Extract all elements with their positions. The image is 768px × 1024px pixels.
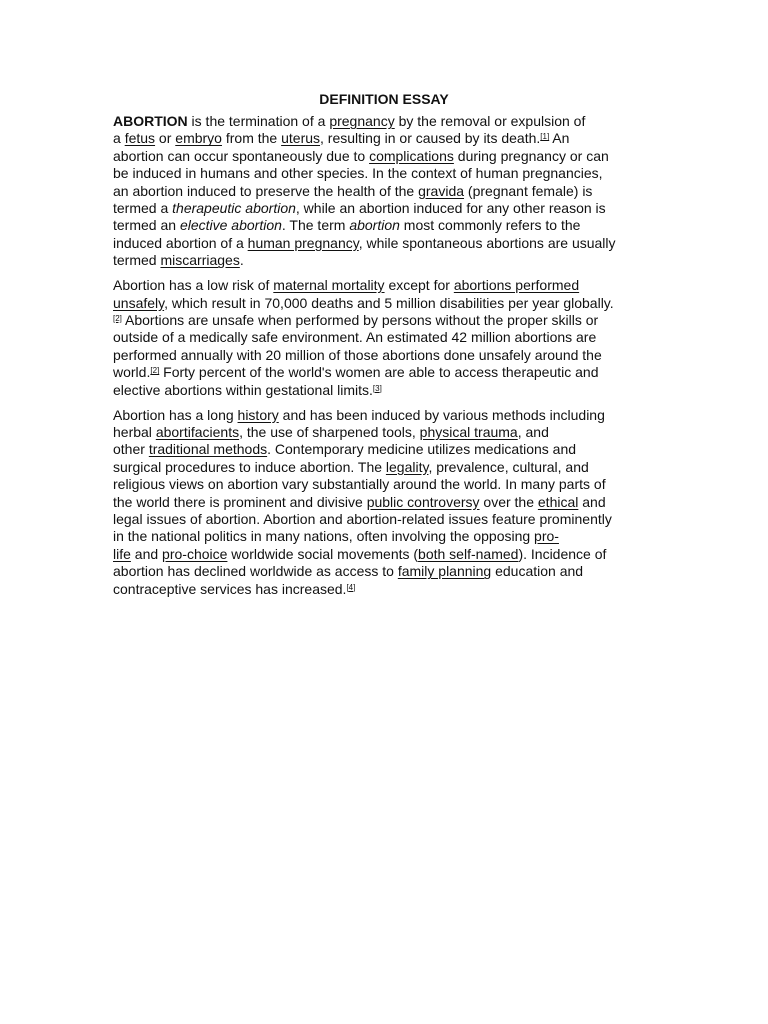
citation-link[interactable]: [2]	[113, 313, 122, 323]
inline-link[interactable]: pro-choice	[162, 545, 228, 562]
inline-link[interactable]: miscarriages	[160, 252, 240, 269]
inline-link[interactable]: physical trauma	[419, 423, 518, 440]
body-text: is the termination of a	[187, 113, 330, 129]
body-text: the world there is prominent and divisive	[113, 493, 367, 510]
body-text: elective abortions within gestational limits.	[113, 381, 373, 398]
inline-link[interactable]: uterus	[281, 130, 321, 147]
body-text: outside of a medically safe environment. An estimated 42 million abortions are	[113, 329, 597, 346]
body-text: performed annually with 20 million of those abortions done unsafely around the	[113, 346, 602, 363]
italic-term: therapeutic abortion	[172, 200, 296, 217]
inline-link[interactable]: human pregnancy	[247, 234, 359, 251]
body-text: by the removal or expulsion of	[394, 113, 586, 129]
body-text: (pregnant female) is	[464, 182, 593, 199]
body-text: an abortion induced to preserve the health of the	[113, 182, 419, 199]
inline-link[interactable]: abortifacients	[155, 423, 240, 440]
body-text: Abortion has a long	[113, 406, 238, 423]
body-text: Abortions are unsafe when performed by persons without the proper skills or	[121, 311, 599, 328]
body-text: , which result in 70,000 deaths and 5 million disabilities per year globally.	[164, 294, 614, 311]
body-text: , the use of sharpened tools,	[239, 423, 420, 440]
essay-paragraph	[113, 113, 658, 270]
body-text: . The term	[281, 217, 350, 234]
body-text: termed an	[113, 217, 180, 234]
inline-link[interactable]: fetus	[124, 130, 156, 147]
page-title: DEFINITION ESSAY	[319, 91, 449, 107]
body-text: and	[130, 545, 163, 562]
italic-term: elective abortion	[179, 217, 282, 234]
body-text: herbal	[113, 423, 156, 440]
body-text: contraceptive services has increased.	[113, 580, 347, 597]
inline-link[interactable]: family planning	[397, 563, 492, 580]
body-text: termed	[113, 252, 161, 269]
inline-link[interactable]: traditional methods	[148, 441, 268, 458]
body-text: , resulting in or caused by its death.	[320, 130, 541, 147]
inline-link[interactable]: maternal mortality	[273, 277, 385, 294]
lead-term: ABORTION	[113, 113, 188, 129]
inline-link[interactable]: legality	[385, 458, 429, 475]
body-text: surgical procedures to induce abortion. The	[113, 458, 386, 475]
italic-term: abortion	[349, 217, 400, 234]
inline-link[interactable]: pro-	[534, 528, 559, 545]
body-text: Forty percent of the world's women are able to access therapeutic and	[159, 364, 599, 381]
body-text: , while an abortion induced for any other reason is	[295, 200, 606, 217]
body-text: and has been induced by various methods including	[278, 406, 605, 423]
body-text: Abortion has a low risk of	[113, 277, 274, 294]
body-text: , and	[517, 423, 549, 440]
body-text: over the	[479, 493, 538, 510]
citation-link[interactable]: [4]	[346, 582, 356, 592]
inline-link[interactable]: gravida	[418, 182, 465, 199]
body-text: except for	[384, 277, 454, 294]
essay-paragraph	[113, 407, 658, 598]
inline-link[interactable]: complications	[369, 147, 454, 164]
body-text: worldwide social movements (	[227, 545, 419, 562]
body-text: and	[578, 493, 606, 510]
citation-link[interactable]: [1]	[540, 132, 550, 142]
body-text: in the national politics in many nations, often involving the opposing	[113, 528, 535, 545]
body-text: other	[113, 441, 149, 458]
body-text: termed a	[113, 200, 173, 217]
body-text: .	[239, 252, 244, 269]
body-text: or	[155, 130, 176, 147]
body-text: most commonly refers to the	[399, 217, 581, 234]
body-text: abortion has declined worldwide as access to	[113, 563, 398, 580]
body-text: from the	[221, 130, 282, 147]
body-text: abortion can occur spontaneously due to	[113, 147, 370, 164]
citation-link[interactable]: [3]	[372, 383, 382, 393]
body-text: , while spontaneous abortions are usually	[358, 234, 616, 251]
inline-link[interactable]: history	[237, 406, 279, 423]
body-text: religious views on abortion vary substantially around the world. In many parts of	[113, 476, 606, 493]
essay-body	[113, 113, 658, 598]
body-text: a	[113, 130, 125, 147]
body-text: world.	[113, 364, 151, 381]
inline-link[interactable]: life	[113, 545, 131, 562]
body-text: An	[549, 130, 570, 147]
inline-link[interactable]: unsafely	[113, 294, 165, 311]
body-text: be induced in humans and other species. In the context of human pregnancies,	[113, 165, 603, 182]
inline-link[interactable]: both self-named	[418, 545, 519, 562]
body-text: legal issues of abortion. Abortion and abortion-related issues feature prominently	[113, 510, 612, 527]
body-text: education and	[491, 563, 584, 580]
inline-link[interactable]: pregnancy	[329, 113, 395, 129]
citation-link[interactable]: [2]	[150, 366, 160, 376]
body-text: during pregnancy or can	[453, 147, 609, 164]
inline-link[interactable]: public controversy	[366, 493, 480, 510]
body-text: . Contemporary medicine utilizes medications and	[267, 441, 577, 458]
body-text: , prevalence, cultural, and	[428, 458, 589, 475]
inline-link[interactable]: ethical	[537, 493, 579, 510]
essay-paragraph	[113, 277, 658, 399]
body-text: ). Incidence of	[518, 545, 607, 562]
inline-link[interactable]: embryo	[175, 130, 222, 147]
body-text: induced abortion of a	[113, 234, 248, 251]
inline-link[interactable]: abortions performed	[453, 277, 580, 294]
